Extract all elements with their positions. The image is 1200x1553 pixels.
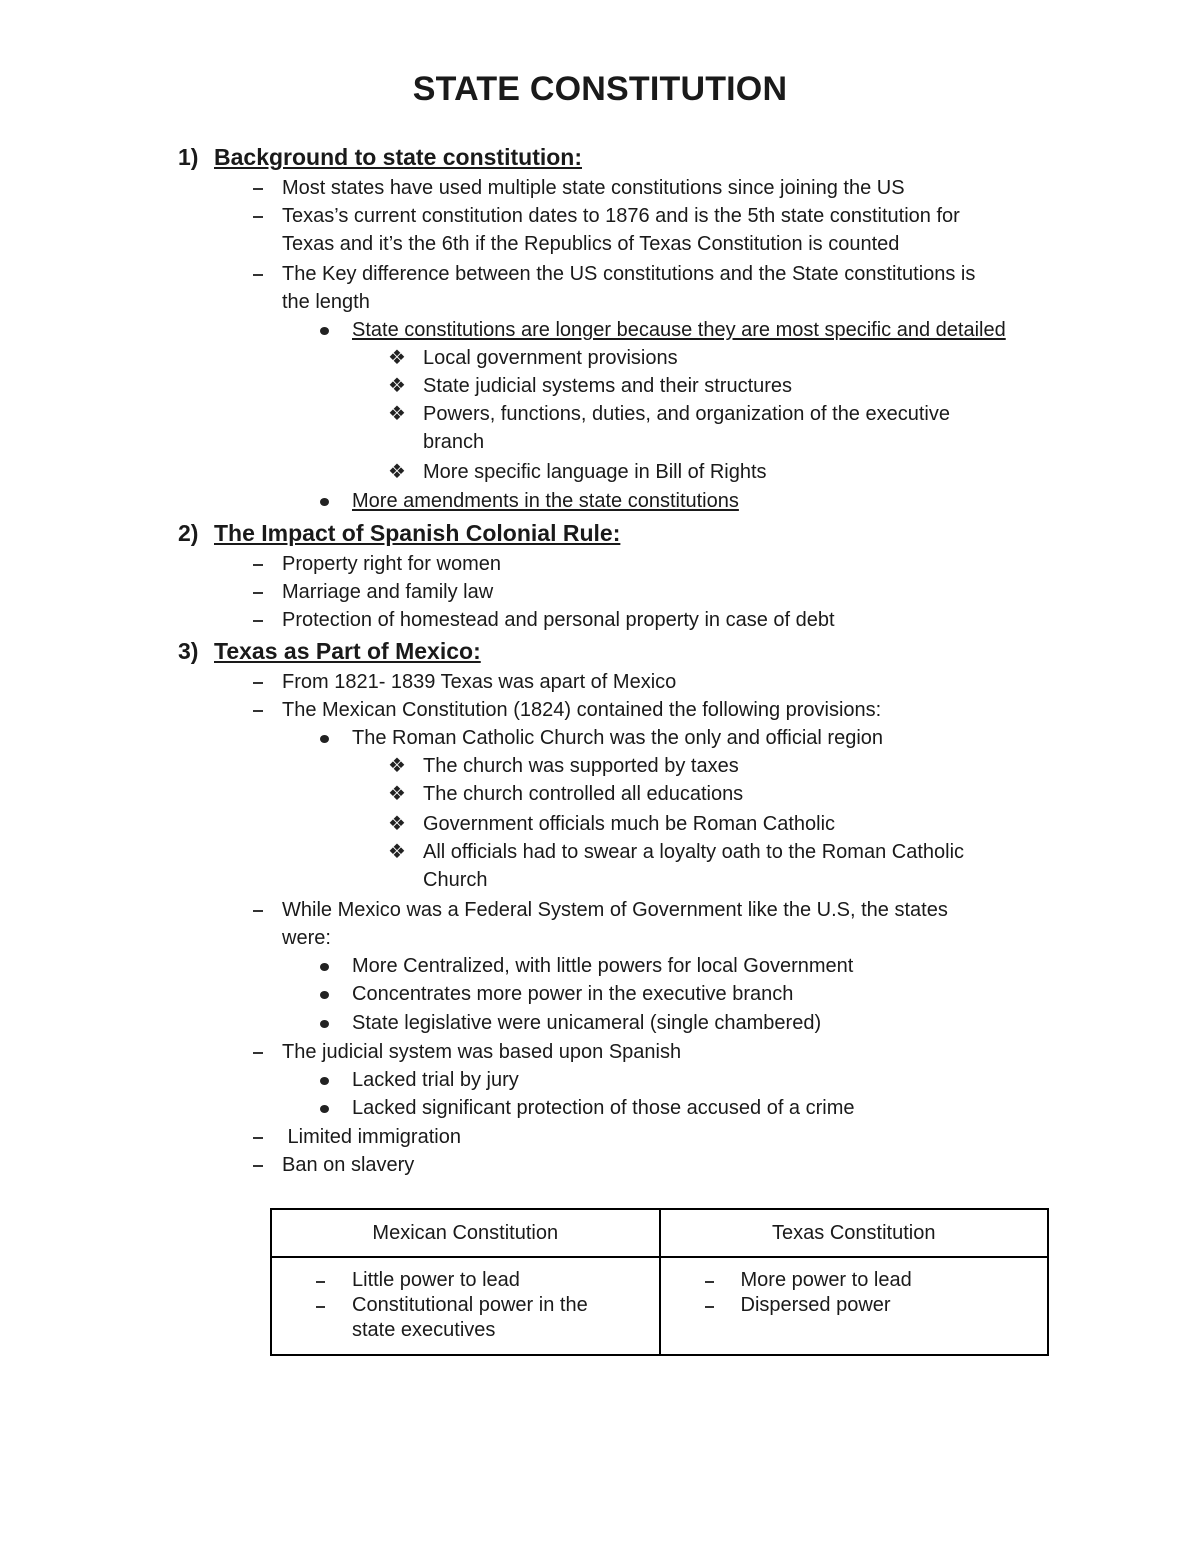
bullet-item: More amendments in the state constitutions	[352, 490, 739, 512]
dash-marker	[253, 620, 263, 622]
section-title: Background to state constitution:	[214, 144, 582, 170]
sub-bullet-item: The church controlled all educations	[423, 783, 744, 805]
dash-marker	[253, 710, 263, 712]
sub-bullet-item: Powers, functions, duties, and organization of the executive	[423, 403, 950, 425]
sub-bullet-continuation: Church	[423, 869, 488, 891]
sub-bullet-continuation: branch	[423, 431, 485, 453]
bullet-item: Lacked trial by jury	[352, 1069, 519, 1091]
bullet-icon	[320, 991, 329, 999]
list-item: The Mexican Constitution (1824) contained the following provisions:	[282, 699, 882, 721]
list-item: While Mexico was a Federal System of Government like the U.S, the states	[282, 899, 948, 921]
section-number: 3)	[178, 638, 199, 664]
dash-marker	[316, 1281, 325, 1283]
diamond-bullet-icon: ❖	[388, 841, 406, 863]
table-cell-line: Constitutional power in the	[352, 1294, 588, 1316]
diamond-bullet-icon: ❖	[388, 461, 406, 483]
bullet-icon	[320, 327, 329, 335]
bullet-icon	[320, 1105, 329, 1113]
list-item: Most states have used multiple state constitutions since joining the US	[282, 177, 905, 199]
dash-marker	[253, 1165, 263, 1167]
list-item-continuation: Texas and it’s the 6th if the Republics of Texas Constitution is counted	[282, 233, 900, 255]
dash-marker	[253, 188, 263, 190]
diamond-bullet-icon: ❖	[388, 755, 406, 777]
bullet-item: State legislative were unicameral (single chambered)	[352, 1012, 822, 1034]
bullet-icon	[320, 1020, 329, 1028]
table-header-texas: Texas Constitution	[660, 1209, 1049, 1257]
dash-marker	[253, 1137, 263, 1139]
dash-marker	[253, 1052, 263, 1054]
diamond-bullet-icon: ❖	[388, 347, 406, 369]
bullet-item: State constitutions are longer because they are most specific and detailed	[352, 319, 1006, 341]
table-header-mexican: Mexican Constitution	[271, 1209, 660, 1257]
table-cell-texas	[660, 1257, 1049, 1355]
table-header-row	[271, 1209, 1048, 1257]
list-item-continuation: were:	[282, 927, 331, 949]
bullet-icon	[320, 735, 329, 743]
dash-marker	[253, 216, 263, 218]
diamond-bullet-icon: ❖	[388, 783, 406, 805]
table-cell-line: Dispersed power	[740, 1294, 891, 1316]
diamond-bullet-icon: ❖	[388, 375, 406, 397]
bullet-item: Lacked significant protection of those accused of a crime	[352, 1097, 855, 1119]
list-item: Texas’s current constitution dates to 1876 and is the 5th state constitution for	[282, 205, 960, 227]
list-item: Limited immigration	[282, 1126, 461, 1148]
dash-marker	[253, 682, 263, 684]
sub-bullet-item: State judicial systems and their structures	[423, 375, 793, 397]
dash-marker	[253, 592, 263, 594]
list-item-continuation: the length	[282, 291, 370, 313]
sub-bullet-item: More specific language in Bill of Rights	[423, 461, 767, 483]
section-title: Texas as Part of Mexico:	[214, 638, 481, 664]
diamond-bullet-icon: ❖	[388, 403, 406, 425]
table-row	[271, 1257, 1048, 1355]
sub-bullet-item: Local government provisions	[423, 347, 678, 369]
bullet-icon	[320, 963, 329, 971]
bullet-item: More Centralized, with little powers for local Government	[352, 955, 854, 977]
document-title: STATE CONSTITUTION	[412, 70, 788, 108]
sub-bullet-item: All officials had to swear a loyalty oath to the Roman Catholic	[423, 841, 965, 863]
table-cell-line: More power to lead	[740, 1269, 912, 1291]
bullet-item: Concentrates more power in the executive branch	[352, 983, 794, 1005]
table-cell-mexican	[271, 1257, 660, 1355]
dash-marker	[253, 274, 263, 276]
comparison-table	[270, 1208, 1049, 1356]
section-number: 2)	[178, 520, 199, 546]
list-item: Ban on slavery	[282, 1154, 415, 1176]
list-item: The Key difference between the US constitutions and the State constitutions is	[282, 263, 976, 285]
bullet-item: The Roman Catholic Church was the only and official region	[352, 727, 884, 749]
list-item: The judicial system was based upon Spanish	[282, 1041, 682, 1063]
list-item: Marriage and family law	[282, 581, 494, 603]
diamond-bullet-icon: ❖	[388, 813, 406, 835]
list-item: Property right for women	[282, 553, 501, 575]
bullet-icon	[320, 1077, 329, 1085]
table-cell-line: Little power to lead	[352, 1269, 520, 1291]
table-cell-line: state executives	[352, 1319, 496, 1341]
dash-marker	[705, 1281, 714, 1283]
sub-bullet-item: The church was supported by taxes	[423, 755, 739, 777]
dash-marker	[316, 1306, 325, 1308]
list-item: From 1821- 1839 Texas was apart of Mexico	[282, 671, 677, 693]
dash-marker	[705, 1306, 714, 1308]
list-item: Protection of homestead and personal property in case of debt	[282, 609, 835, 631]
bullet-icon	[320, 498, 329, 506]
section-title: The Impact of Spanish Colonial Rule:	[214, 520, 621, 546]
sub-bullet-item: Government officials much be Roman Catholic	[423, 813, 836, 835]
section-number: 1)	[178, 144, 199, 170]
dash-marker	[253, 910, 263, 912]
dash-marker	[253, 564, 263, 566]
